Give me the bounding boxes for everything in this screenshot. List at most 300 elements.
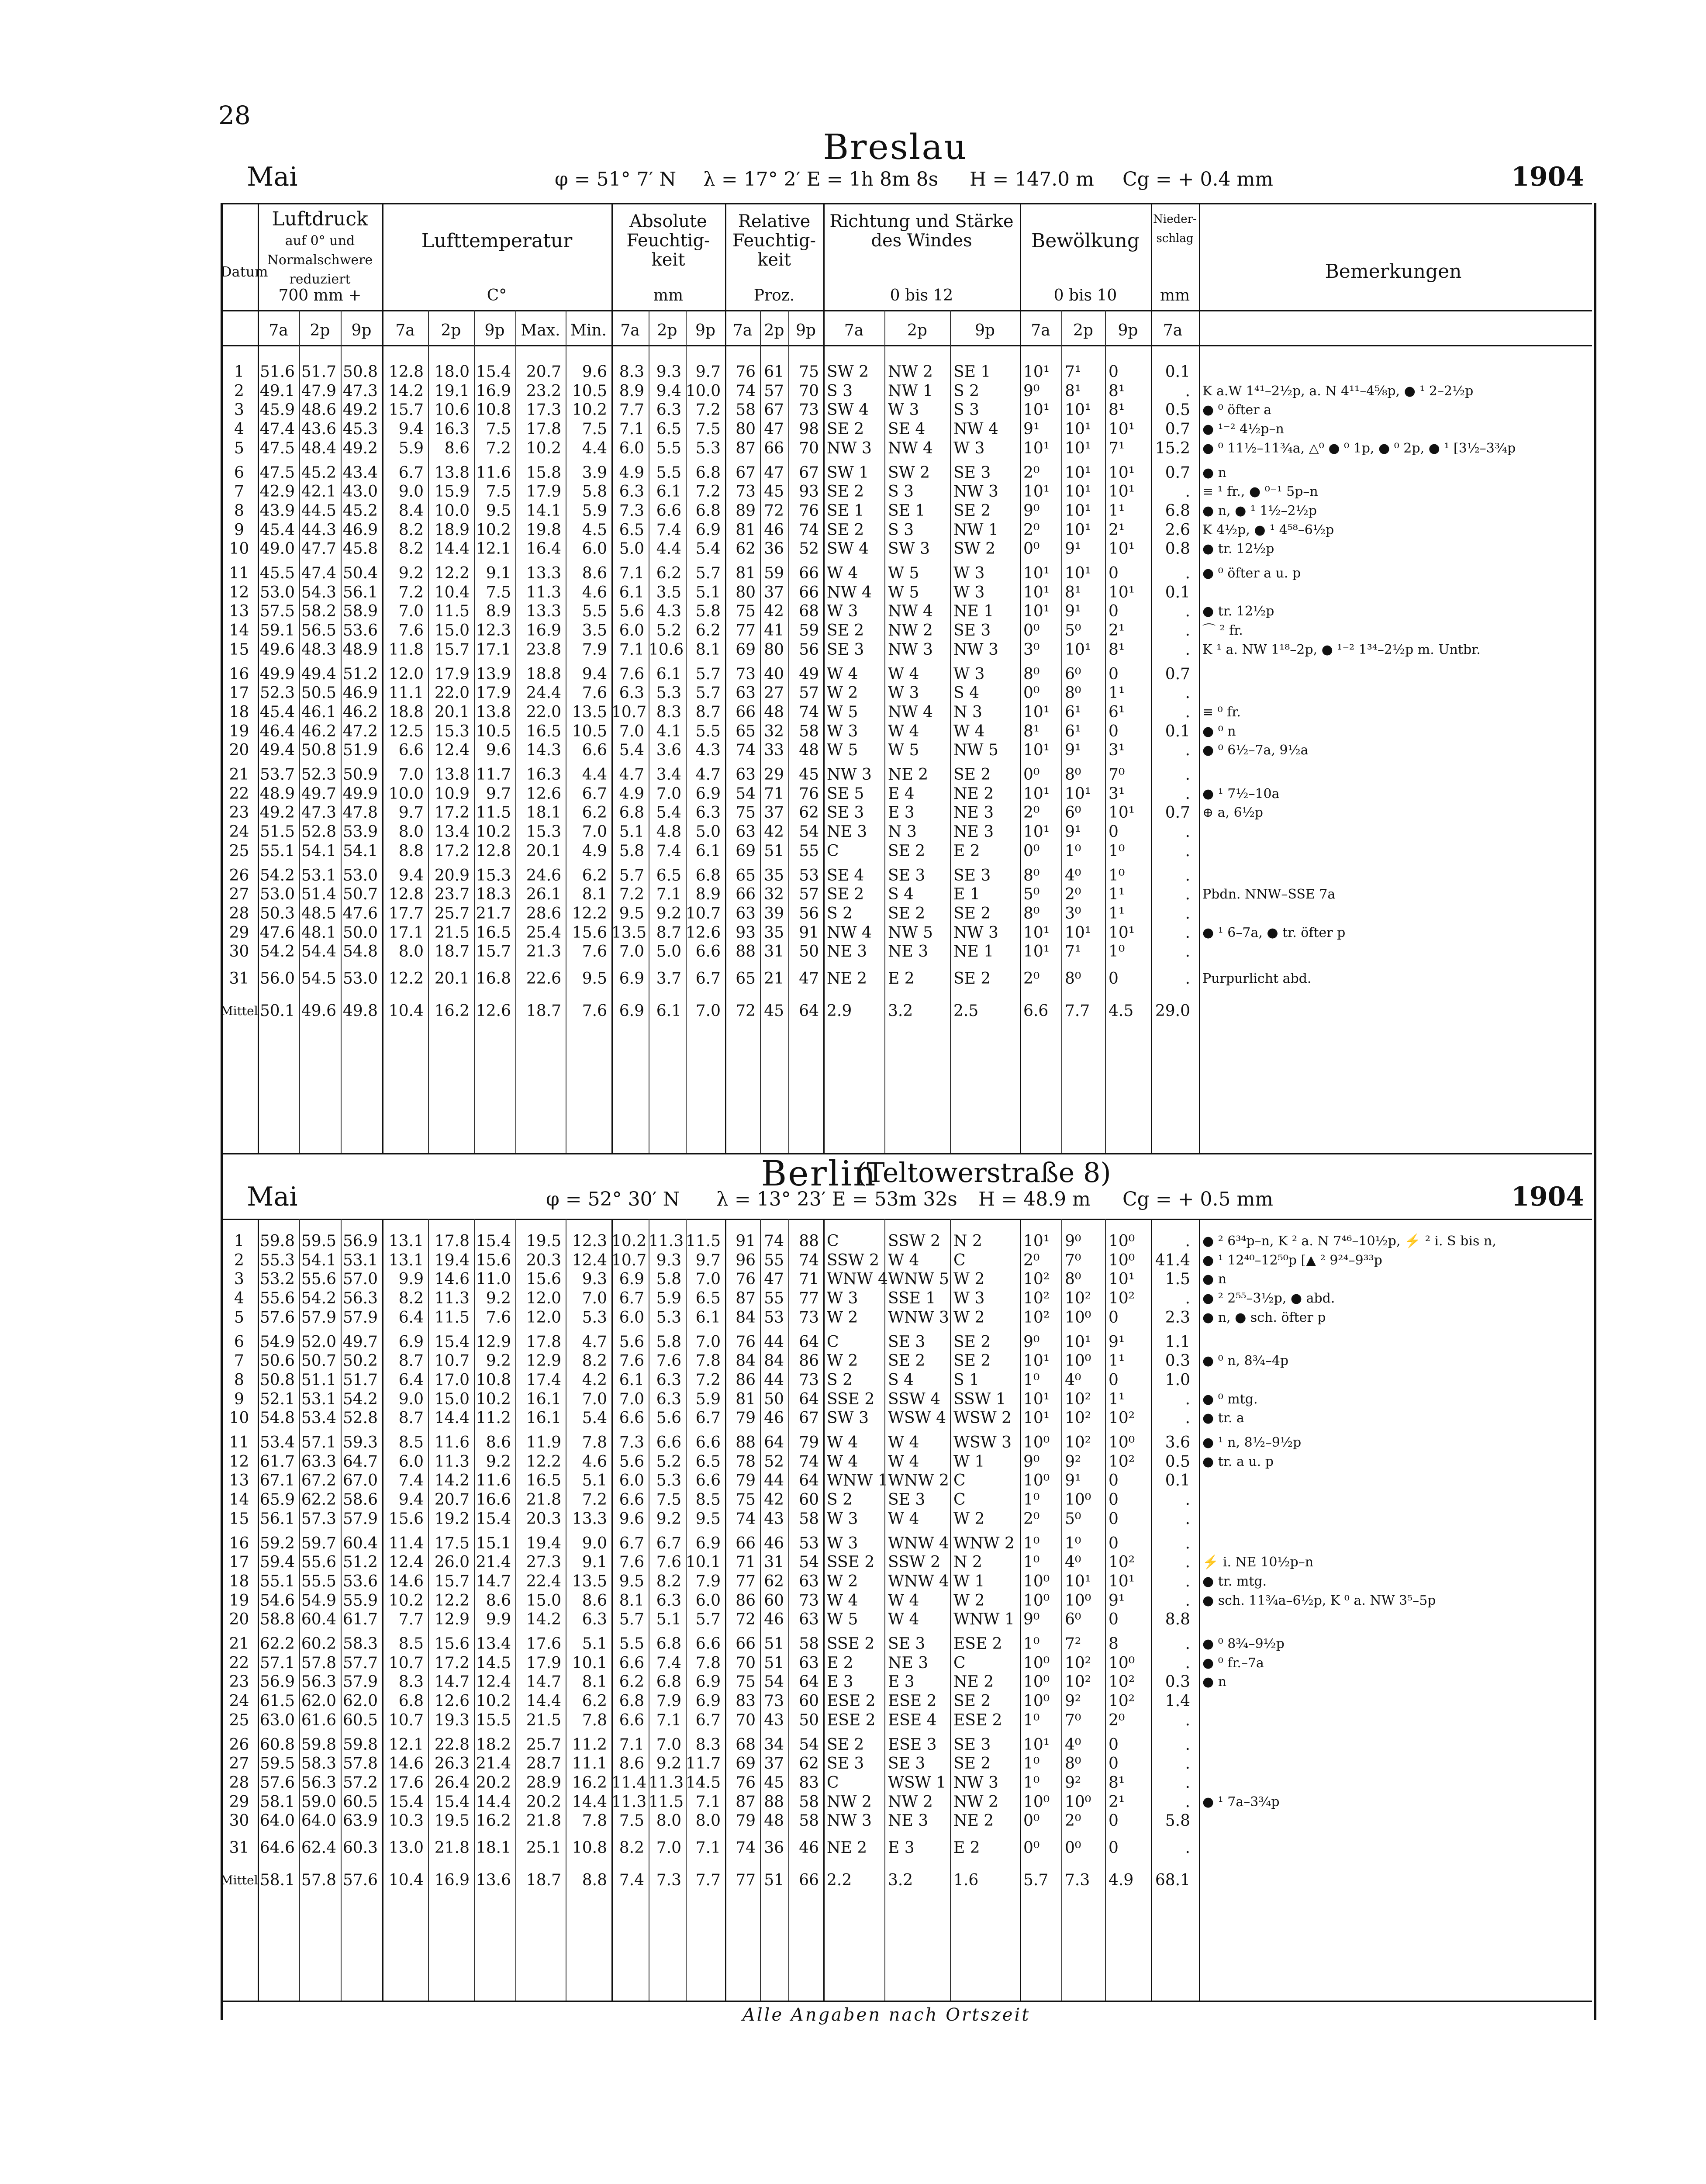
wind-9p-cell: SE 2 — [953, 1333, 991, 1351]
niederschlag-cell: 0.7 — [1165, 420, 1190, 439]
cloud-7a-cell: 10² — [1023, 1289, 1050, 1308]
wind-7a-cell: WNW 1 — [827, 1472, 888, 1490]
rel-7a-cell: 81 — [736, 564, 756, 582]
temp-max-cell: 18.7 — [526, 1871, 561, 1889]
niederschlag-cell: 1.0 — [1165, 1371, 1190, 1389]
abs-9p-cell: 6.1 — [695, 1308, 721, 1327]
niederschlag-cell: 0.1 — [1165, 363, 1190, 381]
cloud-9p-cell: 0 — [1109, 1610, 1119, 1629]
rel-9p-cell: 76 — [799, 784, 819, 803]
rel-9p-cell: 48 — [799, 741, 819, 760]
temp-9p-cell: 7.5 — [486, 420, 511, 439]
datum-cell: 24 — [229, 823, 249, 841]
rel-7a-cell: 69 — [736, 842, 756, 860]
datum-cell: 12 — [229, 1452, 249, 1471]
druck-2p-cell: 42.1 — [301, 483, 336, 501]
temp-max-cell: 22.0 — [526, 703, 561, 721]
header-temp-unit: C° — [487, 287, 507, 304]
rel-9p-cell: 68 — [799, 602, 819, 621]
subheader-wind-9p: 9p — [975, 321, 995, 339]
cloud-9p-cell: 0 — [1109, 564, 1119, 582]
rel-9p-cell: 77 — [799, 1289, 819, 1308]
wind-7a-cell: NE 2 — [827, 970, 867, 988]
abs-2p-cell: 7.1 — [656, 885, 681, 904]
druck-2p-cell: 54.9 — [301, 1591, 336, 1610]
abs-7a-cell: 5.8 — [619, 842, 644, 860]
rel-7a-cell: 69 — [736, 1755, 756, 1773]
wind-9p-cell: W 4 — [953, 722, 985, 740]
druck-9p-cell: 46.9 — [342, 521, 378, 539]
temp-min-cell: 12.4 — [572, 1251, 607, 1269]
cloud-2p-cell: 10⁰ — [1065, 1352, 1091, 1370]
temp-min-cell: 7.6 — [582, 943, 607, 961]
cloud-7a-cell: 6.6 — [1023, 1002, 1049, 1020]
temp-max-cell: 19.5 — [526, 1232, 561, 1250]
druck-2p-cell: 51.1 — [301, 1371, 336, 1389]
temp-max-cell: 21.5 — [526, 1711, 561, 1729]
temp-9p-cell: 8.6 — [486, 1434, 511, 1451]
datum-cell: 2 — [234, 1251, 244, 1269]
temp-9p-cell: 16.5 — [476, 923, 511, 942]
subcolumn-rule — [474, 310, 475, 1153]
temp-9p-cell: 16.2 — [476, 1812, 511, 1830]
temp-max-cell: 28.6 — [526, 904, 561, 923]
temp-min-cell: 13.3 — [572, 1510, 607, 1528]
temp-min-cell: 5.1 — [582, 1472, 607, 1490]
cloud-2p-cell: 10⁰ — [1065, 1308, 1091, 1327]
druck-9p-cell: 57.8 — [342, 1755, 378, 1773]
cloud-9p-cell: 0 — [1109, 1839, 1119, 1857]
temp-min-cell: 8.2 — [582, 1352, 607, 1370]
druck-7a-cell: 67.1 — [259, 1472, 295, 1490]
rel-7a-cell: 78 — [736, 1452, 756, 1471]
wind-7a-cell: W 4 — [827, 1452, 858, 1471]
rel-9p-cell: 57 — [799, 684, 819, 702]
table-row — [0, 1591, 1706, 1610]
abs-9p-cell: 6.2 — [695, 622, 721, 640]
rel-9p-cell: 55 — [799, 842, 819, 860]
wind-2p-cell: S 3 — [888, 483, 914, 501]
rel-2p-cell: 72 — [764, 501, 784, 520]
druck-7a-cell: 57.5 — [259, 602, 295, 621]
subcolumn-rule — [760, 310, 761, 1153]
cloud-7a-cell: 9⁰ — [1023, 382, 1040, 400]
wind-2p-cell: W 4 — [888, 1452, 919, 1471]
abs-7a-cell: 10.2 — [611, 1232, 647, 1250]
druck-2p-cell: 57.9 — [301, 1308, 336, 1327]
druck-9p-cell: 53.6 — [342, 622, 378, 640]
abs-2p-cell: 9.4 — [656, 382, 681, 400]
abs-2p-cell: 6.8 — [656, 1673, 681, 1691]
datum-cell: 24 — [229, 1692, 249, 1711]
table-row — [0, 703, 1706, 722]
table-row — [0, 1534, 1706, 1553]
temp-min-cell: 14.4 — [572, 1793, 607, 1811]
druck-9p-cell: 50.7 — [342, 885, 378, 904]
abs-9p-cell: 6.6 — [695, 943, 721, 961]
wind-7a-cell: SSE 2 — [827, 1390, 875, 1408]
temp-9p-cell: 9.9 — [486, 1610, 511, 1629]
abs-7a-cell: 4.9 — [619, 463, 644, 482]
rel-9p-cell: 66 — [799, 564, 819, 582]
druck-9p-cell: 60.3 — [342, 1839, 378, 1857]
abs-9p-cell: 5.3 — [695, 439, 721, 457]
temp-9p-cell: 12.9 — [476, 1333, 511, 1351]
druck-2p-cell: 52.8 — [301, 823, 336, 841]
wind-7a-cell: SW 2 — [827, 363, 869, 381]
abs-7a-cell: 11.4 — [611, 1773, 647, 1792]
wind-7a-cell: SE 2 — [827, 1735, 864, 1754]
table-row — [0, 539, 1706, 559]
datum-cell: 27 — [229, 885, 249, 904]
druck-2p-cell: 47.4 — [301, 564, 336, 582]
temp-min-cell: 6.2 — [582, 866, 607, 885]
abs-9p-cell: 7.0 — [695, 1333, 721, 1351]
cloud-7a-cell: 10⁰ — [1023, 1434, 1050, 1451]
rel-7a-cell: 76 — [736, 363, 756, 381]
niederschlag-cell: . — [1185, 602, 1190, 621]
table-row — [0, 1793, 1706, 1812]
abs-7a-cell: 6.1 — [619, 583, 644, 601]
abs-9p-cell: 6.9 — [695, 1534, 721, 1552]
table-row — [0, 1409, 1706, 1428]
temp-min-cell: 15.6 — [572, 923, 607, 942]
druck-7a-cell: 58.1 — [259, 1871, 295, 1889]
abs-9p-cell: 6.0 — [695, 1591, 721, 1610]
header-niederschlag: Nieder-schlag — [1153, 213, 1197, 245]
rel-2p-cell: 46 — [764, 1409, 784, 1427]
cloud-9p-cell: 0 — [1109, 1510, 1119, 1528]
datum-cell: 3 — [234, 401, 244, 419]
druck-7a-cell: 51.5 — [259, 823, 295, 841]
temp-min-cell: 4.6 — [582, 583, 607, 601]
temp-2p-cell: 12.2 — [434, 564, 470, 582]
cloud-9p-cell: 10¹ — [1109, 463, 1135, 482]
druck-9p-cell: 47.2 — [342, 722, 378, 740]
wind-2p-cell: W 5 — [888, 583, 919, 601]
druck-9p-cell: 60.4 — [342, 1534, 378, 1552]
wind-9p-cell: NW 4 — [953, 420, 998, 439]
temp-min-cell: 12.3 — [572, 1232, 607, 1250]
wind-7a-cell: NE 2 — [827, 1839, 867, 1857]
wind-2p-cell: W 4 — [888, 665, 919, 683]
temp-9p-cell: 20.2 — [476, 1773, 511, 1792]
table-row — [0, 885, 1706, 904]
abs-9p-cell: 9.5 — [695, 1510, 721, 1528]
wind-2p-cell: E 3 — [888, 1839, 915, 1857]
temp-2p-cell: 11.5 — [434, 1308, 470, 1327]
rel-7a-cell: 58 — [736, 401, 756, 419]
cloud-9p-cell: 0 — [1109, 1812, 1119, 1830]
abs-7a-cell: 7.1 — [619, 640, 644, 659]
rel-2p-cell: 44 — [764, 1333, 784, 1351]
subheader-temp-7a: 7a — [395, 321, 415, 339]
niederschlag-cell: . — [1185, 703, 1190, 721]
temp-2p-cell: 15.3 — [434, 722, 470, 740]
cloud-2p-cell: 4⁰ — [1065, 1553, 1081, 1572]
temp-max-cell: 20.1 — [526, 842, 561, 860]
abs-2p-cell: 6.3 — [656, 1390, 681, 1408]
rel-2p-cell: 21 — [764, 970, 784, 988]
cloud-2p-cell: 10¹ — [1065, 439, 1091, 457]
abs-7a-cell: 11.3 — [611, 1793, 647, 1811]
temp-2p-cell: 22.0 — [434, 684, 470, 702]
wind-7a-cell: S 2 — [827, 1491, 853, 1509]
niederschlag-cell: . — [1185, 970, 1190, 988]
druck-9p-cell: 56.3 — [342, 1289, 378, 1308]
cloud-7a-cell: 10¹ — [1023, 923, 1050, 942]
abs-7a-cell: 6.6 — [619, 1654, 644, 1672]
rel-9p-cell: 58 — [799, 1510, 819, 1528]
temp-9p-cell: 15.5 — [476, 1711, 511, 1729]
abs-9p-cell: 6.6 — [695, 1635, 721, 1653]
cloud-9p-cell: 7⁰ — [1109, 766, 1125, 784]
temp-2p-cell: 14.6 — [434, 1270, 470, 1289]
temp-2p-cell: 23.7 — [434, 885, 470, 904]
temp-7a-cell: 9.7 — [398, 804, 424, 822]
cloud-2p-cell: 10⁰ — [1065, 1591, 1091, 1610]
cloud-7a-cell: 10¹ — [1023, 401, 1050, 419]
wind-9p-cell: NW 1 — [953, 521, 998, 539]
temp-max-cell: 23.8 — [526, 640, 561, 659]
table-row — [0, 1754, 1706, 1773]
table-row — [0, 1673, 1706, 1692]
station-title-berlin: Berlin — [761, 1153, 877, 1194]
bemerkung-cell: ● ¹ 7½–10a — [1202, 786, 1280, 802]
rel-2p-cell: 32 — [764, 722, 784, 740]
abs-2p-cell: 5.3 — [656, 1308, 681, 1327]
wind-2p-cell: NE 3 — [888, 943, 929, 961]
datum-cell: 19 — [229, 1591, 249, 1610]
datum-cell: 9 — [234, 521, 244, 539]
table-row — [0, 1333, 1706, 1352]
cloud-7a-cell: 0⁰ — [1023, 1839, 1040, 1857]
temp-max-cell: 25.4 — [526, 923, 561, 942]
rel-2p-cell: 54 — [764, 1673, 784, 1691]
druck-2p-cell: 55.6 — [301, 1270, 336, 1289]
subheader-druck-7a: 7a — [269, 321, 288, 339]
temp-min-cell: 9.5 — [582, 970, 607, 988]
abs-7a-cell: 6.0 — [619, 622, 644, 640]
niederschlag-cell: 0.7 — [1165, 665, 1190, 683]
temp-2p-cell: 17.2 — [434, 1654, 470, 1672]
rel-7a-cell: 87 — [736, 1289, 756, 1308]
wind-9p-cell: SE 2 — [953, 970, 991, 988]
rel-9p-cell: 66 — [799, 1871, 819, 1889]
subheader-abs-2p: 2p — [657, 321, 677, 339]
wind-9p-cell: S 1 — [953, 1371, 980, 1389]
rel-7a-cell: 74 — [736, 1839, 756, 1857]
wind-9p-cell: SW 2 — [953, 540, 996, 558]
temp-7a-cell: 8.5 — [398, 1434, 424, 1451]
wind-7a-cell: SE 3 — [827, 640, 864, 659]
druck-2p-cell: 44.5 — [301, 501, 336, 520]
druck-9p-cell: 57.9 — [342, 1308, 378, 1327]
temp-max-cell: 25.7 — [526, 1735, 561, 1754]
cloud-2p-cell: 10⁰ — [1065, 1491, 1091, 1509]
temp-max-cell: 19.4 — [526, 1534, 561, 1552]
wind-7a-cell: SE 1 — [827, 501, 864, 520]
niederschlag-cell: . — [1185, 1839, 1190, 1857]
abs-2p-cell: 8.0 — [656, 1812, 681, 1830]
cloud-2p-cell: 8¹ — [1065, 583, 1081, 601]
wind-2p-cell: W 3 — [888, 684, 919, 702]
station-title-breslau: Breslau — [823, 127, 968, 167]
temp-7a-cell: 8.0 — [398, 943, 424, 961]
temp-max-cell: 26.1 — [526, 885, 561, 904]
temp-9p-cell: 9.2 — [486, 1352, 511, 1370]
cloud-2p-cell: 10¹ — [1065, 1572, 1091, 1590]
druck-7a-cell: 53.7 — [259, 766, 295, 784]
druck-2p-cell: 48.3 — [301, 640, 336, 659]
bemerkung-cell: ● tr. 12½p — [1202, 541, 1274, 557]
druck-2p-cell: 59.8 — [301, 1735, 336, 1754]
wind-7a-cell: 2.2 — [827, 1871, 852, 1889]
cloud-9p-cell: 10¹ — [1109, 804, 1135, 822]
druck-7a-cell: 47.6 — [259, 923, 295, 942]
niederschlag-cell: 1.5 — [1165, 1270, 1190, 1289]
temp-2p-cell: 17.2 — [434, 804, 470, 822]
temp-min-cell: 8.8 — [582, 1871, 607, 1889]
druck-2p-cell: 48.1 — [301, 923, 336, 942]
wind-9p-cell: SE 2 — [953, 501, 991, 520]
cloud-7a-cell: 1⁰ — [1023, 1635, 1040, 1653]
rel-2p-cell: 46 — [764, 1610, 784, 1629]
table-row — [0, 803, 1706, 822]
rel-2p-cell: 43 — [764, 1510, 784, 1528]
temp-min-cell: 10.5 — [572, 382, 607, 400]
abs-2p-cell: 7.4 — [656, 1654, 681, 1672]
wind-2p-cell: WSW 4 — [888, 1409, 946, 1427]
rel-2p-cell: 41 — [764, 622, 784, 640]
temp-9p-cell: 12.4 — [476, 1673, 511, 1691]
rel-2p-cell: 67 — [764, 401, 784, 419]
cloud-9p-cell: 7¹ — [1109, 439, 1125, 457]
temp-7a-cell: 6.0 — [398, 1452, 424, 1471]
abs-2p-cell: 10.6 — [649, 640, 684, 659]
rel-9p-cell: 49 — [799, 665, 819, 683]
abs-9p-cell: 6.8 — [695, 463, 721, 482]
rel-7a-cell: 71 — [736, 1553, 756, 1572]
cloud-9p-cell: 10⁰ — [1109, 1232, 1135, 1250]
temp-7a-cell: 8.7 — [398, 1352, 424, 1370]
table-row — [0, 501, 1706, 521]
druck-2p-cell: 53.4 — [301, 1409, 336, 1427]
temp-7a-cell: 7.7 — [398, 1610, 424, 1629]
temp-max-cell: 20.3 — [526, 1510, 561, 1528]
bemerkung-cell: ● tr. a u. p — [1202, 1454, 1274, 1469]
temp-min-cell: 7.6 — [582, 684, 607, 702]
temp-9p-cell: 13.9 — [476, 665, 511, 683]
temp-max-cell: 27.3 — [526, 1553, 561, 1572]
temp-max-cell: 16.5 — [526, 1472, 561, 1490]
bemerkung-cell: ● ⁰ n, 8¾–4p — [1202, 1353, 1289, 1369]
cloud-9p-cell: 10¹ — [1109, 540, 1135, 558]
rel-7a-cell: 75 — [736, 1491, 756, 1509]
temp-9p-cell: 18.3 — [476, 885, 511, 904]
rel-7a-cell: 80 — [736, 420, 756, 439]
datum-cell: 8 — [234, 1371, 244, 1389]
height-breslau: H = 147.0 m — [970, 168, 1094, 190]
rel-9p-cell: 66 — [799, 583, 819, 601]
temp-max-cell: 12.2 — [526, 1452, 561, 1471]
cloud-9p-cell: 10² — [1109, 1289, 1135, 1308]
rule — [221, 345, 1592, 346]
wind-9p-cell: NW 2 — [953, 1793, 998, 1811]
table-row — [0, 621, 1706, 640]
temp-min-cell: 11.1 — [572, 1755, 607, 1773]
cloud-2p-cell: 9¹ — [1065, 741, 1081, 760]
cloud-2p-cell: 10² — [1065, 1390, 1091, 1408]
bemerkung-cell: ● ⁰ n — [1202, 723, 1236, 739]
wind-7a-cell: W 3 — [827, 722, 858, 740]
cloud-7a-cell: 1⁰ — [1023, 1773, 1040, 1792]
temp-9p-cell: 18.2 — [476, 1735, 511, 1754]
datum-cell: 3 — [234, 1270, 244, 1289]
wind-7a-cell: SW 4 — [827, 540, 869, 558]
druck-7a-cell: 55.1 — [259, 1572, 295, 1590]
temp-2p-cell: 18.9 — [434, 521, 470, 539]
temp-9p-cell: 7.5 — [486, 483, 511, 501]
subcolumn-rule — [686, 310, 687, 1153]
temp-9p-cell: 18.1 — [476, 1839, 511, 1857]
cloud-7a-cell: 10⁰ — [1023, 1673, 1050, 1691]
subcolumn-rule — [299, 1219, 300, 2001]
abs-2p-cell: 5.2 — [656, 1452, 681, 1471]
abs-9p-cell: 5.4 — [695, 540, 721, 558]
table-row — [0, 722, 1706, 741]
wind-9p-cell: SE 3 — [953, 1735, 991, 1754]
rel-2p-cell: 44 — [764, 1472, 784, 1490]
temp-max-cell: 22.4 — [526, 1572, 561, 1590]
temp-7a-cell: 9.4 — [398, 866, 424, 885]
temp-min-cell: 6.0 — [582, 540, 607, 558]
abs-2p-cell: 5.3 — [656, 1472, 681, 1490]
cloud-9p-cell: 2⁰ — [1109, 1711, 1125, 1729]
temp-2p-cell: 15.4 — [434, 1333, 470, 1351]
wind-2p-cell: W 5 — [888, 741, 919, 760]
abs-9p-cell: 5.7 — [695, 665, 721, 683]
cloud-2p-cell: 9² — [1065, 1692, 1081, 1711]
temp-min-cell: 6.3 — [582, 1610, 607, 1629]
cloud-7a-cell: 9⁰ — [1023, 1610, 1040, 1629]
table-row — [0, 1654, 1706, 1673]
druck-2p-cell: 50.5 — [301, 684, 336, 702]
temp-max-cell: 18.1 — [526, 804, 561, 822]
abs-2p-cell: 5.5 — [656, 463, 681, 482]
wind-9p-cell: N 2 — [953, 1232, 982, 1250]
wind-9p-cell: S 2 — [953, 382, 980, 400]
wind-9p-cell: W 3 — [953, 439, 985, 457]
abs-7a-cell: 5.1 — [619, 823, 644, 841]
datum-cell: 5 — [234, 1308, 244, 1327]
datum-cell: 27 — [229, 1755, 249, 1773]
abs-7a-cell: 7.6 — [619, 1352, 644, 1370]
druck-7a-cell: 53.4 — [259, 1434, 295, 1451]
lambda-berlin: λ = 13° 23′ E = 53m 32s — [716, 1188, 957, 1210]
wind-9p-cell: ESE 2 — [953, 1711, 1002, 1729]
temp-2p-cell: 16.2 — [434, 1002, 470, 1020]
druck-9p-cell: 64.7 — [342, 1452, 378, 1471]
abs-7a-cell: 5.0 — [619, 540, 644, 558]
cloud-2p-cell: 7¹ — [1065, 363, 1081, 381]
datum-cell: 25 — [229, 1711, 249, 1729]
rel-7a-cell: 79 — [736, 1472, 756, 1490]
abs-2p-cell: 6.2 — [656, 564, 681, 582]
temp-min-cell: 5.5 — [582, 602, 607, 621]
datum-cell: 18 — [229, 703, 249, 721]
temp-min-cell: 9.1 — [582, 1553, 607, 1572]
